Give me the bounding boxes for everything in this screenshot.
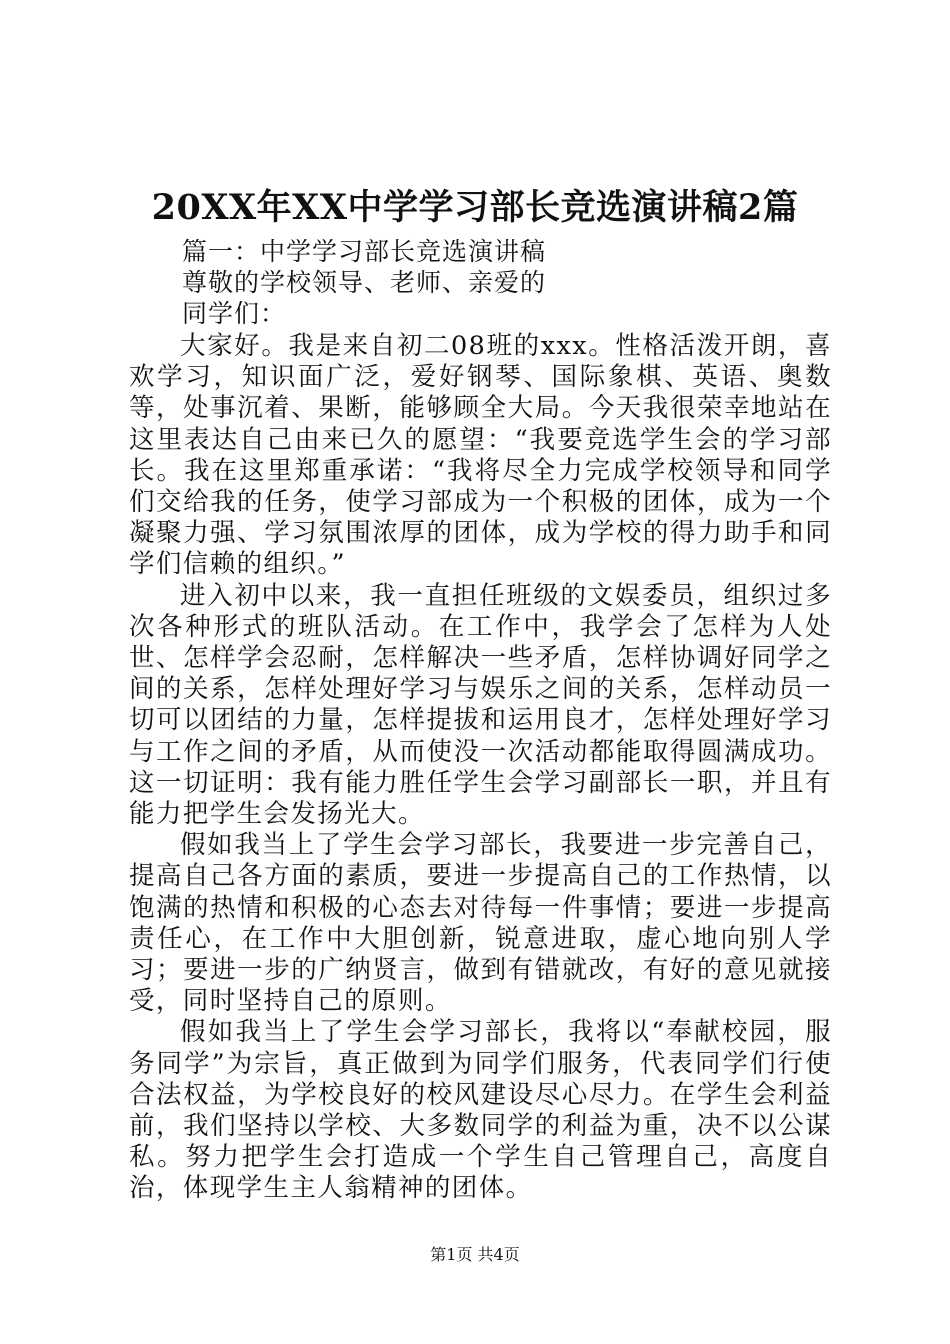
paragraph: 假如我当上了学生会学习部长，我将以“奉献校园，服务同学”为宗旨，真正做到为同学们服务，代表同学们行使合法权益，为学校良好的校风建设尽心尽力。在学生会利益前，我们坚持以学校、大多数同学的利益为重，决不以公谋私。努力把学生会打造成一个学生自己管理自己，高度自治，体现学生主人翁精神的团体。 xyxy=(129,1017,832,1204)
page-footer: 第1页 共4页 xyxy=(430,1245,520,1264)
section-heading: 篇一：中学学习部长竞选演讲稿 xyxy=(182,237,547,266)
salutation-line: 同学们： xyxy=(182,299,287,328)
salutation-line: 尊敬的学校领导、老师、亲爱的 xyxy=(182,268,547,297)
paragraph: 大家好。我是来自初二08班的xxx。性格活泼开朗，喜欢学习，知识面广泛，爱好钢琴、国际象棋、英语、奥数等，处事沉着、果断，能够顾全大局。今天我很荣幸地站在这里表达自己由来已久的愿望：“我要竞选学生会的学习部长。我在这里郑重承诺：“我将尽全力完成学校领导和同学们交给我的任务，使学习部成为一个积极的团体，成为一个凝聚力强、学习氛围浓厚的团体，成为学校的得力助手和同学们信赖的组织。” xyxy=(129,331,832,580)
paragraph: 进入初中以来，我一直担任班级的文娱委员，组织过多次各种形式的班队活动。在工作中，我学会了怎样为人处世、怎样学会忍耐，怎样解决一些矛盾，怎样协调好同学之间的关系，怎样处理好学习与娱乐之间的关系，怎样动员一切可以团结的力量，怎样提拔和运用良才，怎样处理好学习与工作之间的矛盾，从而使没一次活动都能取得圆满成功。这一切证明：我有能力胜任学生会学习副部长一职，并且有能力把学生会发扬光大。 xyxy=(129,580,832,830)
speech-body xyxy=(129,331,832,1205)
paragraph: 假如我当上了学生会学习部长，我要进一步完善自己，提高自己各方面的素质，要进一步提高自己的工作热情，以饱满的热情和积极的心态去对待每一件事情；要进一步提高责任心，在工作中大胆创新，锐意进取，虚心地向别人学习；要进一步的广纳贤言，做到有错就改，有好的意见就接受，同时坚持自己的原则。 xyxy=(129,830,832,1017)
heading-block xyxy=(182,236,822,329)
document-title: 20XX年XX中学学习部长竞选演讲稿2篇 xyxy=(151,187,799,228)
